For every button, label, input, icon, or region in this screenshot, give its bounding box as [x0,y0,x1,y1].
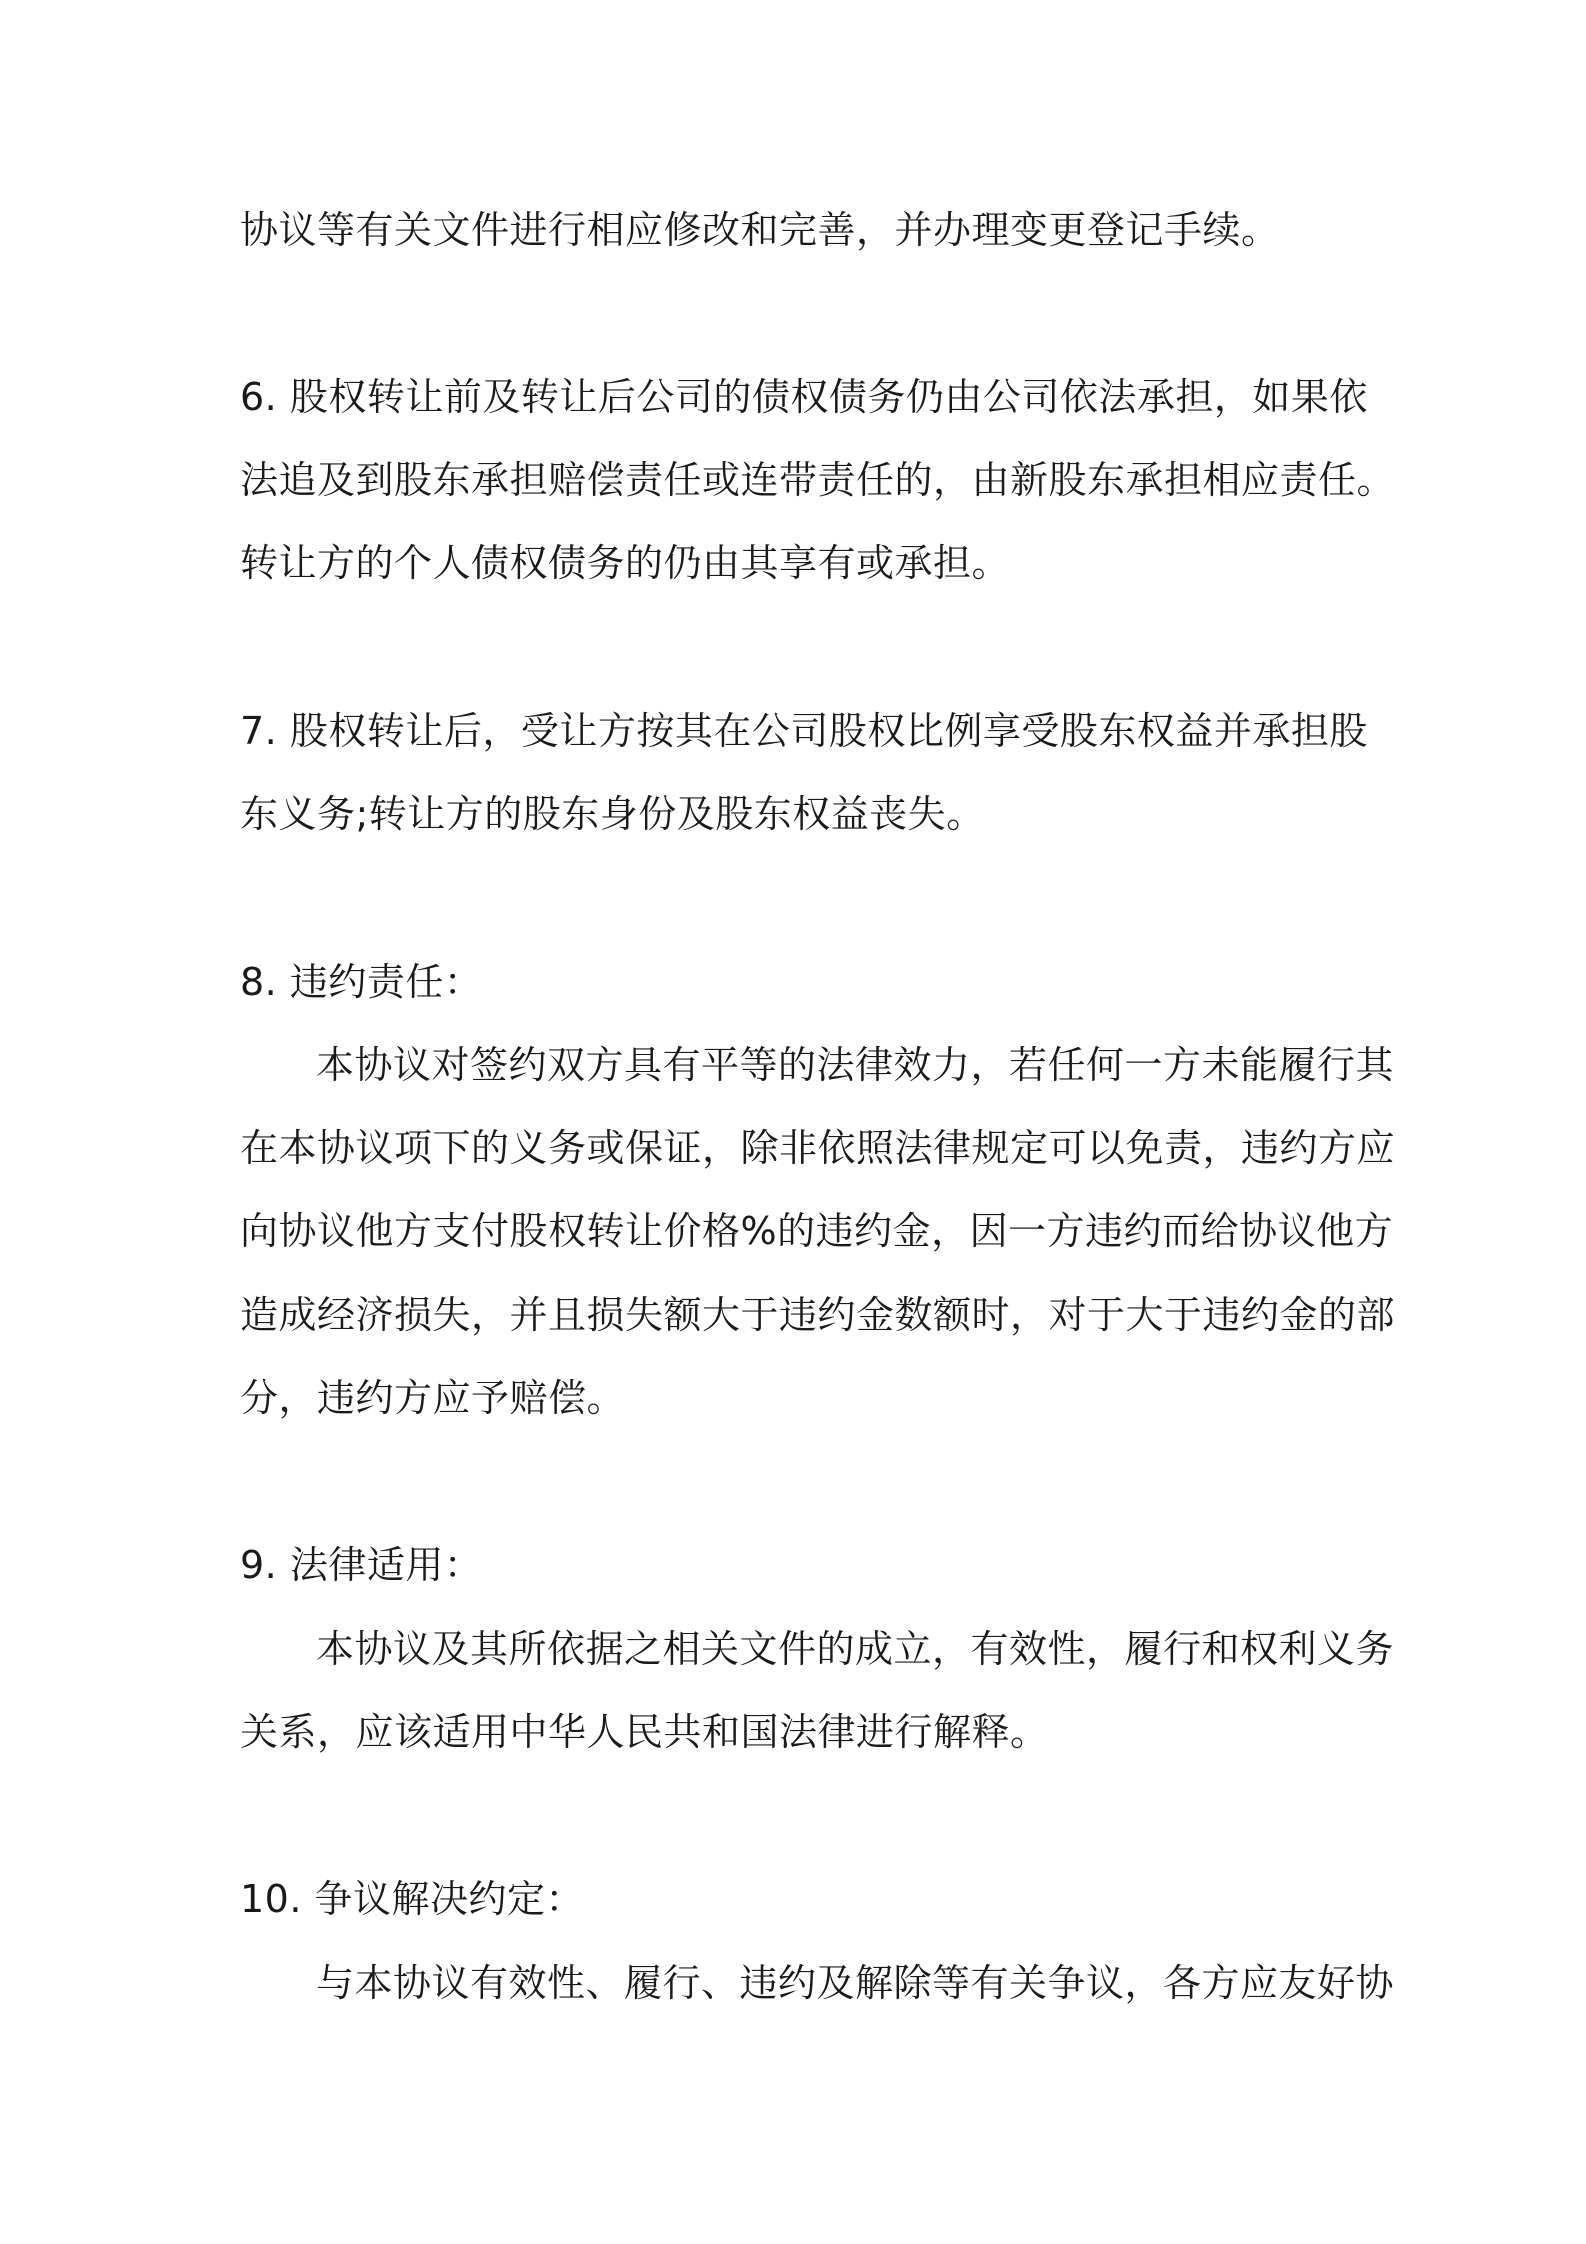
text-line: 关系，应该适用中华人民共和国法律进行解释。 [240,1710,1049,1754]
text-line: 本协议对签约双方具有平等的法律效力，若任何一方未能履行其 [316,1043,1395,1087]
text-line: 与本协议有效性、履行、违约及解除等有关争议，各方应友好协 [316,1961,1395,2005]
text-line: 转让方的个人债权债务的仍由其享有或承担。 [240,541,1011,585]
clause-10-heading: 10. 争议解决约定： [240,1877,585,1921]
text-line: 本协议及其所依据之相关文件的成立，有效性，履行和权利义务 [316,1627,1395,1671]
clause-8-heading: 8. 违约责任： [240,960,483,1004]
text-line: 东义务;转让方的股东身份及股东权益丧失。 [240,792,985,836]
text-line: 向协议他方支付股权转让价格%的违约金，因一方违约而给协议他方 [240,1209,1394,1253]
text-line: 在本协议项下的义务或保证，除非依照法律规定可以免责，违约方应 [240,1126,1396,1170]
text-line: 造成经济损失，并且损失额大于违约金数额时，对于大于违约金的部 [240,1293,1396,1337]
clause-6-heading-line: 6. 股权转让前及转让后公司的债权债务仍由公司依法承担，如果依 [240,375,1368,419]
text-line: 协议等有关文件进行相应修改和完善，并办理变更登记手续。 [240,208,1280,252]
clause-7-heading-line: 7. 股权转让后，受让方按其在公司股权比例享受股东权益并承担股 [240,709,1368,753]
clause-9-heading: 9. 法律适用： [240,1543,483,1587]
text-line: 法追及到股东承担赔偿责任或连带责任的，由新股东承担相应责任。 [240,458,1396,502]
text-line: 分，违约方应予赔偿。 [240,1376,626,1420]
